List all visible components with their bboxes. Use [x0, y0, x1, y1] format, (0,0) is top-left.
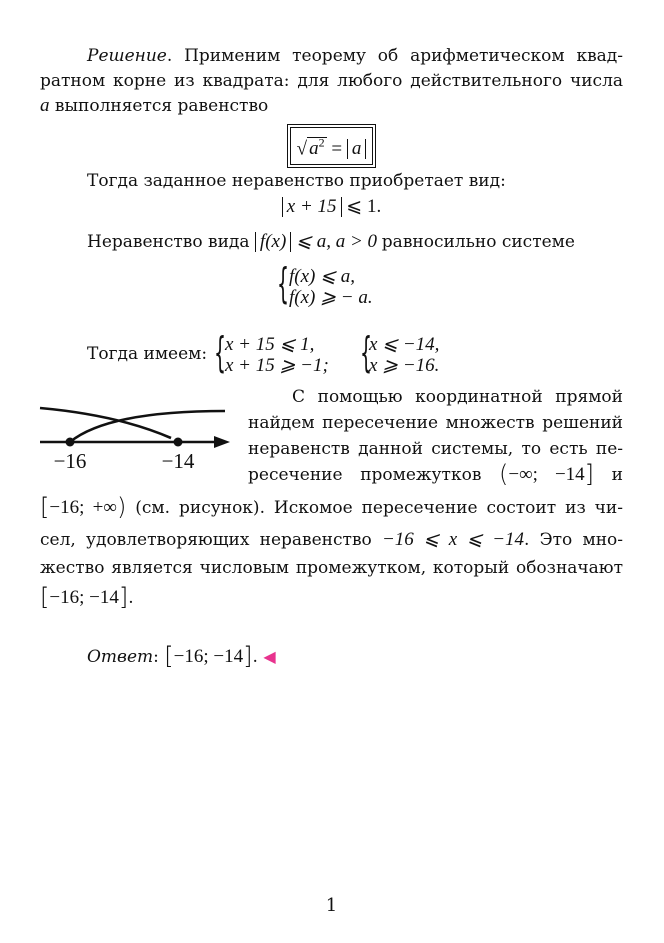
after-line-4: [−16; −14].: [40, 583, 134, 611]
answer-interval: [−16; −14]: [164, 642, 253, 670]
page-number: 1: [325, 895, 338, 916]
system-2: { x ⩽ −14, x ⩾ −16.: [360, 328, 440, 377]
label-minus-16: −16: [53, 449, 87, 473]
after-line-2: сел, удовлетворяющих неравенство −16 ⩽ x ⩽ −14. Это мно-: [40, 529, 623, 550]
triangle-left-icon: ◀: [263, 647, 276, 666]
axis-arrow-icon: [214, 436, 230, 448]
given-inequality: x + 15 ⩽ 1.: [40, 195, 623, 219]
para1-line2: ратном корне из квадрата: для любого действительного числа: [40, 71, 623, 91]
identity-formula: √ $a^2 = a$: [40, 124, 623, 168]
para1-line3: a выполняется равенство: [40, 95, 269, 116]
we-have-label: Тогда имеем:: [87, 344, 208, 364]
wrap-line-2: найдем пересечение множеств решений: [248, 413, 623, 433]
equivalence-line: Неравенство вида f(x) ⩽ a, a > 0 равносильно системе: [87, 231, 575, 252]
interval-minus-16-to-inf: [−16; +∞): [40, 493, 127, 521]
wrap-line-1: С помощью координатной прямой: [292, 387, 623, 407]
wrap-line-3: неравенств данной системы, то есть пе-: [248, 439, 623, 459]
para1-line1: Решение. Применим теорему об арифметическом квад-: [87, 46, 623, 66]
interval-minus-16-to-minus-14: [−16; −14]: [40, 583, 129, 611]
answer-line: Ответ: [−16; −14]. ◀: [87, 642, 276, 670]
solution-label: Решение: [87, 46, 167, 66]
after-line-3: жество является числовым промежутком, который обозначают: [40, 558, 623, 578]
brace-icon: {: [214, 328, 227, 377]
label-minus-14: −14: [161, 449, 195, 473]
then-text: Тогда заданное неравенство приобретает вид:: [87, 171, 506, 191]
interval-neg-inf-to-minus-14: (−∞; −14]: [499, 460, 595, 488]
brace-icon: {: [360, 328, 373, 377]
wrap-line-4: ресечение промежутков (−∞; −14] и: [248, 460, 624, 488]
after-line-1: [−16; +∞) (см. рисунок). Искомое пересечение состоит из чи-: [40, 493, 623, 521]
answer-label: Ответ: [87, 647, 154, 667]
general-system: { f(x) ⩽ a, f(x) ⩾ − a.: [277, 259, 373, 308]
system-1: { x + 15 ⩽ 1, x + 15 ⩾ −1;: [214, 328, 329, 377]
number-line-figure: [38, 405, 233, 477]
point-minus-14: [174, 438, 183, 447]
point-minus-16: [66, 438, 75, 447]
brace-icon: {: [277, 259, 290, 308]
sqrt-icon: √: [296, 138, 308, 160]
